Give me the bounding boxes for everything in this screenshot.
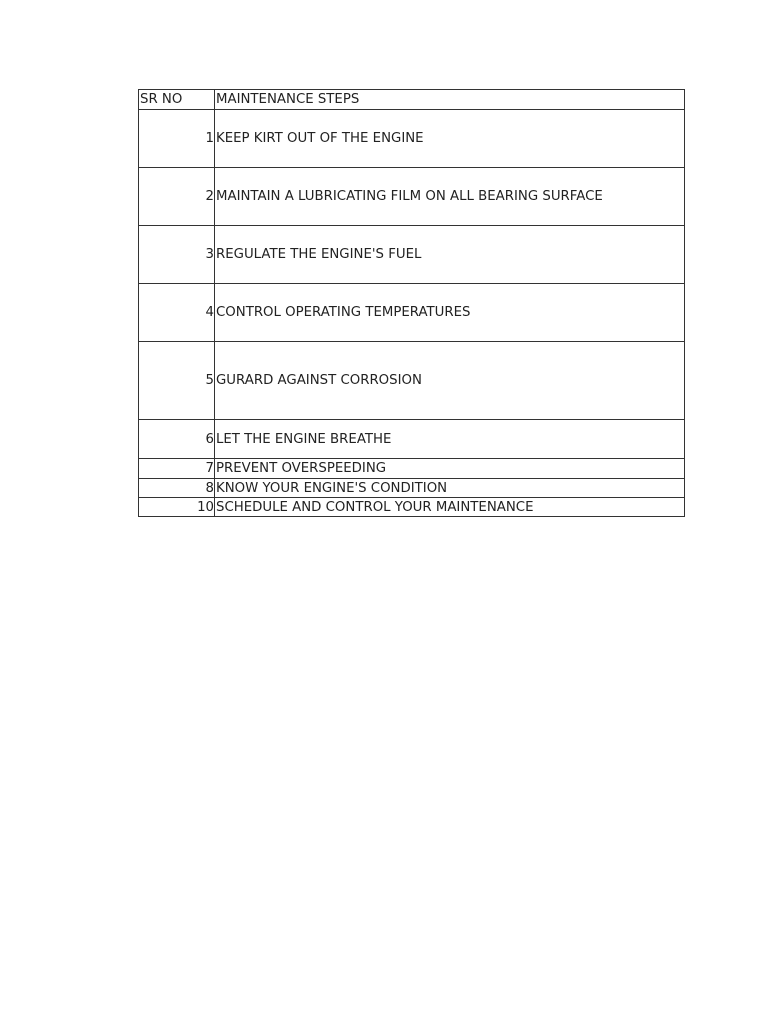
table-row	[139, 342, 685, 420]
row-step-text: KNOW YOUR ENGINE'S CONDITION	[215, 479, 685, 498]
table-row	[139, 459, 685, 479]
header-maintenance-steps: MAINTENANCE STEPS	[215, 90, 685, 110]
row-sr-number: 4	[139, 284, 215, 342]
table-row	[139, 479, 685, 498]
row-step-text: PREVENT OVERSPEEDING	[215, 459, 685, 479]
row-step-text: CONTROL OPERATING TEMPERATURES	[215, 284, 685, 342]
row-sr-number: 5	[139, 342, 215, 420]
row-step-text: LET THE ENGINE BREATHE	[215, 420, 685, 459]
row-step-text: REGULATE THE ENGINE'S FUEL	[215, 226, 685, 284]
row-step-text: KEEP KIRT OUT OF THE ENGINE	[215, 110, 685, 168]
table-row	[139, 226, 685, 284]
row-step-text: GURARD AGAINST CORROSION	[215, 342, 685, 420]
row-sr-number: 2	[139, 168, 215, 226]
table-header-row	[139, 90, 685, 110]
header-sr-no: SR NO	[139, 90, 215, 110]
table-row	[139, 420, 685, 459]
row-sr-number: 10	[139, 498, 215, 517]
maintenance-table	[138, 89, 685, 517]
row-step-text: SCHEDULE AND CONTROL YOUR MAINTENANCE	[215, 498, 685, 517]
table-row	[139, 110, 685, 168]
table-row	[139, 168, 685, 226]
row-sr-number: 3	[139, 226, 215, 284]
table-row	[139, 498, 685, 517]
row-sr-number: 1	[139, 110, 215, 168]
row-sr-number: 8	[139, 479, 215, 498]
row-sr-number: 6	[139, 420, 215, 459]
row-sr-number: 7	[139, 459, 215, 479]
row-step-text: MAINTAIN A LUBRICATING FILM ON ALL BEARING SURFACE	[215, 168, 685, 226]
table-row	[139, 284, 685, 342]
